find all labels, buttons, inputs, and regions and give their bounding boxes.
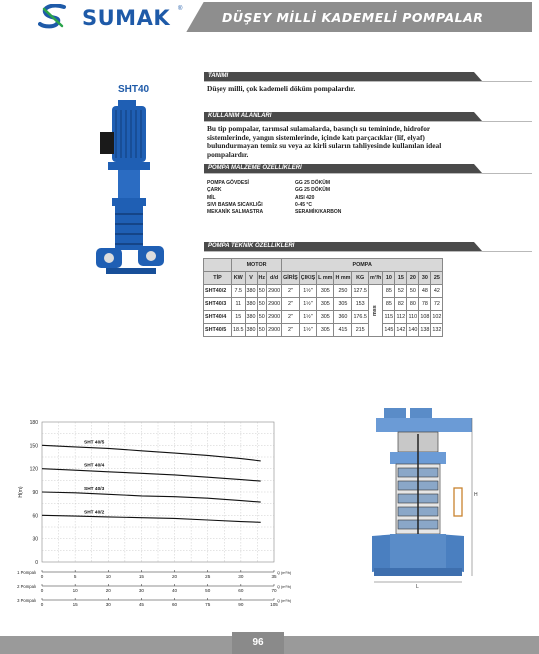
table-cell: SHT40/4 <box>204 311 232 324</box>
section-kullanim-header: KULLANIM ALANLARI <box>204 112 474 121</box>
table-cell: 18.5 <box>232 324 246 337</box>
table-header-cell: KG <box>352 272 369 285</box>
material-row <box>207 195 341 202</box>
x-tick-label: 5 <box>73 574 77 579</box>
section-teknik-header: POMPA TEKNİK ÖZELLİKLERİ <box>204 242 474 251</box>
table-cell: SHT40/5 <box>204 324 232 337</box>
kullanim-line: pompalardır. <box>207 149 249 159</box>
table-cell: 78 <box>419 298 431 311</box>
table-cell: SHT40/3 <box>204 298 232 311</box>
table-cell: 360 <box>334 311 352 324</box>
table-cell: 11 <box>232 298 246 311</box>
x-tick-label: 30 <box>105 602 111 607</box>
x-axis-unit: Q (m³/h) <box>277 585 292 589</box>
tech-table <box>203 258 443 337</box>
brand-name: SUMAK <box>82 6 171 30</box>
material-key: MİL <box>207 194 216 201</box>
table-cell: 250 <box>334 285 352 298</box>
table-cell <box>204 259 232 272</box>
material-value: SERAMİK/KARBON <box>295 209 342 216</box>
material-value: 0-45 °C <box>295 201 313 208</box>
table-cell: 305 <box>317 298 334 311</box>
tanimi-text: Düşey milli, çok kademeli döküm pompalardır. <box>207 84 356 93</box>
table-cell: 50 <box>257 311 267 324</box>
table-header-cell: GİRİŞ <box>282 272 300 285</box>
kullanim-line: Bu tip pompalar, tarımsal sulamalarda, basınçlı su temininde, hidrofor <box>207 124 431 133</box>
table-cell: 82 <box>395 298 407 311</box>
table-header-cell: ÇIKIŞ <box>299 272 316 285</box>
table-cell: 85 <box>383 298 395 311</box>
table-header-cell: 25 <box>431 272 443 285</box>
y-axis-label: H(m) <box>18 486 24 498</box>
x-tick-label: 70 <box>271 588 277 593</box>
table-cell: 305 <box>317 311 334 324</box>
table-cell: 2" <box>282 285 300 298</box>
table-cell: 1½" <box>299 298 316 311</box>
table-cell: 72 <box>431 298 443 311</box>
table-cell: 380 <box>245 285 257 298</box>
table-cell: 215 <box>352 324 369 337</box>
x-tick-label: 90 <box>238 602 244 607</box>
series-label: SHT 40/4 <box>84 463 105 469</box>
table-cell: 85 <box>383 285 395 298</box>
kullanim-text <box>207 125 533 159</box>
x-axis-name: 3 Pompalı <box>17 598 36 603</box>
material-table <box>207 180 341 216</box>
table-cell: 380 <box>245 311 257 324</box>
x-tick-label: 20 <box>105 588 111 593</box>
series-line <box>42 515 261 522</box>
material-key: ÇARK <box>207 187 222 194</box>
y-tick-label: 0 <box>35 560 38 566</box>
divider <box>204 173 532 174</box>
kullanim-line: sistemlerinde, yangın sistemlerinde, içinde katı parçacıklar (lif, elyaf) <box>207 132 425 142</box>
unit-cell: mss <box>368 285 382 337</box>
y-tick-label: 90 <box>32 490 38 496</box>
table-cell: 305 <box>317 285 334 298</box>
divider <box>204 121 532 122</box>
x-tick-label: 10 <box>105 574 111 579</box>
section-malzeme-header: POMPA MALZEME ÖZELLİKLERİ <box>204 164 474 173</box>
table-cell: 2900 <box>267 324 282 337</box>
x-tick-label: 10 <box>72 588 78 593</box>
kullanim-line: bulundurmayan temiz su veya az kirli suların tahliyesinde kullanılan ideal <box>207 141 442 151</box>
table-cell: 415 <box>334 324 352 337</box>
performance-chart <box>12 412 302 608</box>
x-tick-label: 0 <box>40 574 44 579</box>
x-tick-label: 40 <box>172 588 178 593</box>
table-cell: 50 <box>257 324 267 337</box>
model-label: SHT40 <box>118 84 150 95</box>
series-label: SHT 40/3 <box>84 487 105 492</box>
x-axis-name: 1 Pompalı <box>17 570 36 575</box>
table-cell: 145 <box>383 324 395 337</box>
table-cell: 2900 <box>267 285 282 298</box>
table-cell: 48 <box>419 285 431 298</box>
series-label: SHT 40/2 <box>84 510 105 516</box>
table-cell: 305 <box>334 298 352 311</box>
material-value: AISI 420 <box>295 194 315 201</box>
dim-l-label: L <box>416 584 419 590</box>
table-header-cell: V <box>245 272 257 285</box>
brand-logo-icon <box>38 4 68 30</box>
table-header-cell: d/d <box>267 272 282 285</box>
table-cell: 127.5 <box>352 285 369 298</box>
x-tick-label: 75 <box>205 602 211 607</box>
table-cell: 380 <box>245 324 257 337</box>
x-axis-name: 2 Pompalı <box>17 584 36 589</box>
x-tick-label: 15 <box>138 574 144 579</box>
pompa-group-header: POMPA <box>282 259 443 272</box>
table-cell: 2" <box>282 324 300 337</box>
table-cell: 1½" <box>299 285 316 298</box>
material-value: GG 25 DÖKÜM <box>295 187 331 194</box>
y-tick-label: 180 <box>29 420 38 426</box>
table-row <box>204 324 443 337</box>
table-cell: 153 <box>352 298 369 311</box>
material-row <box>207 209 341 216</box>
motor-group-header: MOTOR <box>232 259 282 272</box>
x-tick-label: 60 <box>238 588 244 593</box>
table-cell: 50 <box>407 285 419 298</box>
table-header-cell: 30 <box>419 272 431 285</box>
table-cell: 110 <box>407 311 419 324</box>
table-cell: 2" <box>282 311 300 324</box>
x-tick-label: 30 <box>238 574 244 579</box>
table-cell: 2900 <box>267 311 282 324</box>
table-cell: 305 <box>317 324 334 337</box>
x-tick-label: 35 <box>271 574 277 579</box>
material-value: GG 25 DÖKÜM <box>295 180 331 186</box>
table-row <box>204 285 443 298</box>
table-cell: 2900 <box>267 298 282 311</box>
x-tick-label: 105 <box>270 602 278 607</box>
x-tick-label: 0 <box>40 602 44 607</box>
series-line <box>42 469 261 481</box>
material-key: MEKANİK SALMASTRA <box>207 209 264 216</box>
table-cell: 142 <box>395 324 407 337</box>
series-label: SHT 40/5 <box>84 440 105 446</box>
table-cell: 176.5 <box>352 311 369 324</box>
pump-photo <box>88 98 170 276</box>
section-tanimi-header: TANIMI <box>204 72 474 81</box>
table-cell: 52 <box>395 285 407 298</box>
page-title: DÜŞEY MİLLİ KADEMELİ POMPALAR <box>222 10 484 25</box>
series-line <box>42 492 261 502</box>
table-cell: 7.5 <box>232 285 246 298</box>
x-tick-label: 15 <box>72 602 78 607</box>
table-cell: 1½" <box>299 324 316 337</box>
material-row <box>207 187 341 194</box>
x-axis-unit: Q (m³/h) <box>277 571 292 575</box>
x-tick-label: 45 <box>138 602 144 607</box>
table-cell: 112 <box>395 311 407 324</box>
y-tick-label: 30 <box>32 536 38 543</box>
material-key: SIVI BASMA SICAKLIĞI <box>207 201 263 208</box>
divider <box>204 251 532 252</box>
table-cell: 42 <box>431 285 443 298</box>
table-cell: 108 <box>419 311 431 324</box>
x-tick-label: 20 <box>172 574 178 579</box>
series-line <box>42 445 261 461</box>
table-cell: 102 <box>431 311 443 324</box>
table-cell: 138 <box>419 324 431 337</box>
table-cell: 50 <box>257 298 267 311</box>
y-tick-label: 150 <box>29 443 38 450</box>
table-header-cell: m³/h <box>368 272 382 285</box>
table-cell: 15 <box>232 311 246 324</box>
table-cell: 380 <box>245 298 257 311</box>
x-tick-label: 30 <box>138 588 144 593</box>
table-cell: 2" <box>282 298 300 311</box>
x-tick-label: 60 <box>172 602 178 607</box>
table-cell: 115 <box>383 311 395 324</box>
table-header-cell: Hz <box>257 272 267 285</box>
dim-h-label: H <box>474 492 478 498</box>
table-cell: 50 <box>257 285 267 298</box>
table-header-cell: L mm <box>317 272 334 285</box>
table-cell: 1½" <box>299 311 316 324</box>
pump-section-drawing <box>368 406 480 590</box>
y-tick-label: 60 <box>32 513 38 520</box>
table-header-cell: 20 <box>407 272 419 285</box>
x-tick-label: 0 <box>40 588 44 593</box>
x-tick-label: 25 <box>205 574 211 579</box>
y-tick-label: 120 <box>29 466 38 473</box>
page-number: 96 <box>232 632 284 654</box>
table-header-cell: 15 <box>395 272 407 285</box>
table-header-cell: TİP <box>204 272 232 285</box>
divider <box>204 81 532 82</box>
material-key: POMPA GÖVDESİ <box>207 180 249 186</box>
table-cell: 140 <box>407 324 419 337</box>
table-row <box>204 298 443 311</box>
table-cell: 132 <box>431 324 443 337</box>
table-header-cell: 10 <box>383 272 395 285</box>
x-tick-label: 50 <box>205 588 211 593</box>
x-axis-unit: Q (m³/h) <box>277 599 292 603</box>
table-header-cell: H mm <box>334 272 352 285</box>
table-header-cell: KW <box>232 272 246 285</box>
table-row <box>204 311 443 324</box>
table-cell: 80 <box>407 298 419 311</box>
table-cell: SHT40/2 <box>204 285 232 298</box>
registered-mark: ® <box>178 6 183 12</box>
